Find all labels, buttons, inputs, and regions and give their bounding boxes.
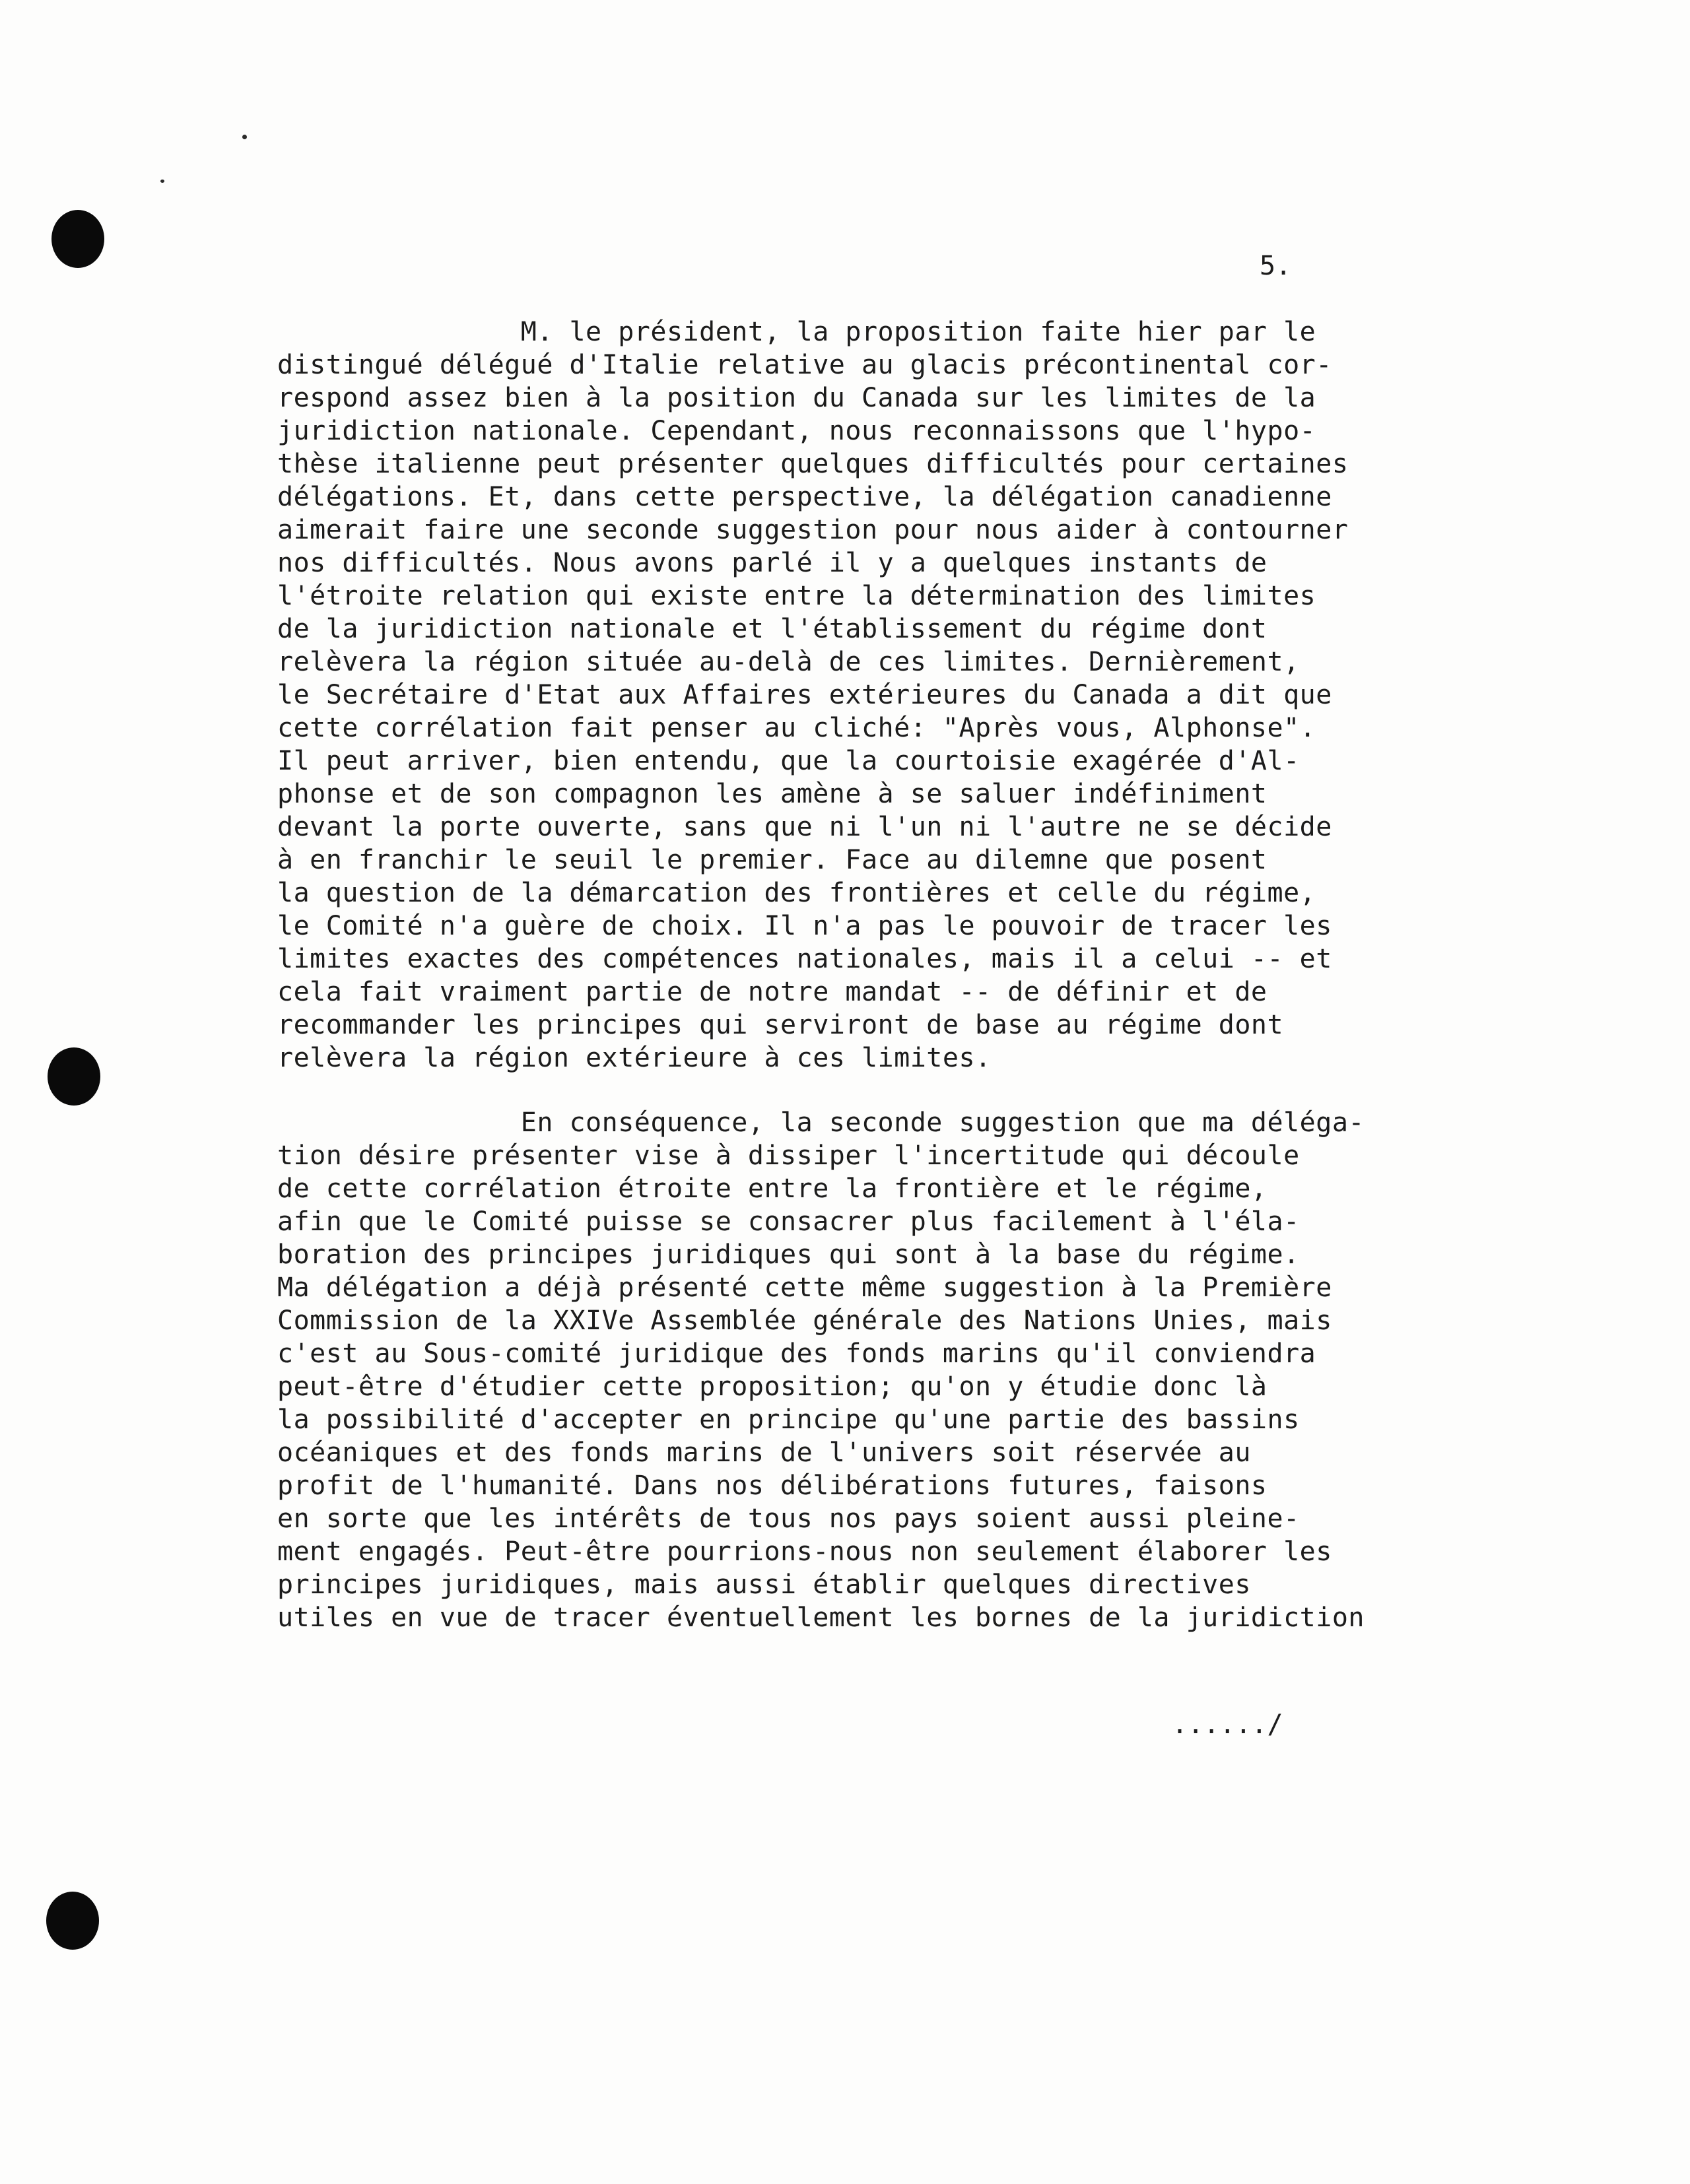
text-line: relèvera la région située au-delà de ces limites. Dernièrement,: [277, 647, 1300, 677]
text-line: la possibilité d'accepter en principe qu'une partie des bassins: [277, 1405, 1300, 1435]
text-line: océaniques et des fonds marins de l'univers soit réservée au: [277, 1438, 1251, 1468]
text-line: délégations. Et, dans cette perspective, la délégation canadienne: [277, 482, 1332, 512]
text-line: Commission de la XXIVe Assemblée générale des Nations Unies, mais: [277, 1306, 1332, 1336]
text-line: phonse et de son compagnon les amène à se saluer indéfiniment: [277, 779, 1268, 809]
paragraph: [277, 1106, 1365, 1634]
text-line: c'est au Sous-comité juridique des fonds marins qu'il conviendra: [277, 1339, 1316, 1369]
text-line: principes juridiques, mais aussi établir quelques directives: [277, 1570, 1251, 1600]
text-line: en sorte que les intérêts de tous nos pays soient aussi pleine-: [277, 1504, 1300, 1534]
text-line: juridiction nationale. Cependant, nous reconnaissons que l'hypo-: [277, 416, 1316, 446]
text-line: aimerait faire une seconde suggestion pour nous aider à contourner: [277, 515, 1349, 545]
punch-hole: [46, 1892, 99, 1950]
text-line: à en franchir le seuil le premier. Face au dilemne que posent: [277, 845, 1268, 875]
punch-hole: [48, 1047, 100, 1106]
text-line: limites exactes des compétences nationales, mais il a celui -- et: [277, 944, 1332, 974]
text-line: Il peut arriver, bien entendu, que la courtoisie exagérée d'Al-: [277, 746, 1300, 776]
text-line: l'étroite relation qui existe entre la détermination des limites: [277, 581, 1316, 611]
ink-speck: [242, 135, 247, 139]
continuation-mark: ....../: [1172, 1709, 1283, 1740]
text-line: En conséquence, la seconde suggestion que ma déléga-: [277, 1108, 1365, 1138]
text-line: distingué délégué d'Italie relative au glacis précontinental cor-: [277, 350, 1332, 380]
text-line: le Comité n'a guère de choix. Il n'a pas le pouvoir de tracer les: [277, 911, 1332, 941]
text-line: boration des principes juridiques qui sont à la base du régime.: [277, 1240, 1300, 1270]
text-line: profit de l'humanité. Dans nos délibérations futures, faisons: [277, 1471, 1268, 1501]
text-line: relèvera la région extérieure à ces limites.: [277, 1043, 992, 1073]
text-line: thèse italienne peut présenter quelques difficultés pour certaines: [277, 449, 1349, 479]
text-line: utiles en vue de tracer éventuellement les bornes de la juridiction: [277, 1603, 1365, 1633]
text-line: respond assez bien à la position du Canada sur les limites de la: [277, 383, 1316, 413]
text-line: peut-être d'étudier cette proposition; qu'on y étudie donc là: [277, 1372, 1268, 1402]
ink-speck: [160, 180, 164, 183]
text-line: recommander les principes qui serviront de base au régime dont: [277, 1010, 1284, 1040]
text-line: nos difficultés. Nous avons parlé il y a quelques instants de: [277, 548, 1268, 578]
text-line: de la juridiction nationale et l'établissement du régime dont: [277, 614, 1268, 644]
text-line: ment engagés. Peut-être pourrions-nous non seulement élaborer les: [277, 1537, 1332, 1567]
text-line: tion désire présenter vise à dissiper l'incertitude qui découle: [277, 1141, 1300, 1171]
text-line: cela fait vraiment partie de notre mandat -- de définir et de: [277, 977, 1268, 1007]
text-line: la question de la démarcation des frontières et celle du régime,: [277, 878, 1316, 908]
paragraph: [277, 315, 1348, 1075]
page-number: 5.: [1260, 251, 1292, 281]
text-line: de cette corrélation étroite entre la frontière et le régime,: [277, 1174, 1268, 1204]
punch-hole: [51, 210, 104, 268]
text-line: Ma délégation a déjà présenté cette même suggestion à la Première: [277, 1273, 1332, 1303]
text-line: afin que le Comité puisse se consacrer plus facilement à l'éla-: [277, 1207, 1300, 1237]
text-line: devant la porte ouverte, sans que ni l'un ni l'autre ne se décide: [277, 812, 1332, 842]
text-line: le Secrétaire d'Etat aux Affaires extérieures du Canada a dit que: [277, 680, 1332, 710]
text-line: M. le président, la proposition faite hier par le: [277, 317, 1316, 347]
text-line: cette corrélation fait penser au cliché: "Après vous, Alphonse".: [277, 713, 1316, 743]
